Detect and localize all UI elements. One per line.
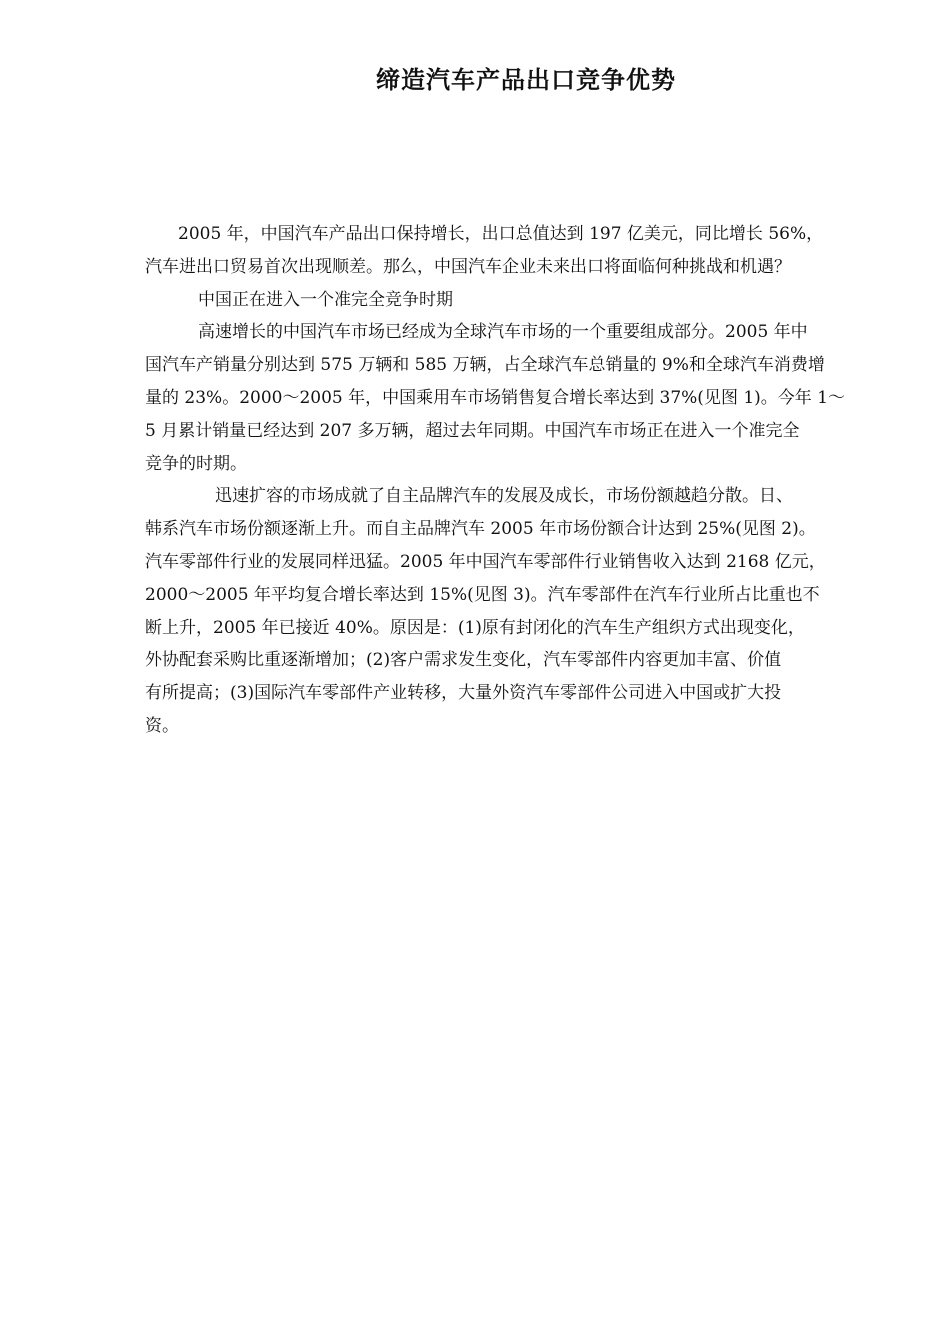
body-line-11: 汽车零部件行业的发展同样迅猛。2005 年中国汽车零部件行业销售收入达到 2168 亿元， <box>145 551 826 572</box>
body-line-5: 国汽车产销量分别达到 575 万辆和 585 万辆，占全球汽车总销量的 9%和全球汽车消费增 <box>145 355 825 376</box>
body-line-14: 外协配套采购比重逐渐增加；(2)客户需求发生变化，汽车零部件内容更加丰富、价值 <box>145 650 782 671</box>
body-line-12: 2000～2005 年平均复合增长率达到 15%(见图 3)。汽车零部件在汽车行业所占比重也不 <box>145 584 820 605</box>
body-line-2: 汽车进出口贸易首次出现顺差。那么，中国汽车企业未来出口将面临何种挑战和机遇？ <box>145 256 791 277</box>
body-line-13: 断上升，2005 年已接近 40%。原因是：(1)原有封闭化的汽车生产组织方式出现变化， <box>145 617 805 638</box>
document-body <box>145 218 875 743</box>
section-heading: 中国正在进入一个准完全竞争时期 <box>198 289 453 310</box>
body-line-16: 资。 <box>145 715 179 736</box>
body-line-4: 高速增长的中国汽车市场已经成为全球汽车市场的一个重要组成部分。2005 年中 <box>198 322 808 343</box>
body-line-8: 竞争的时期。 <box>145 453 247 474</box>
body-line-10: 韩系汽车市场份额逐渐上升。而自主品牌汽车 2005 年市场份额合计达到 25%(见图 2)。 <box>145 519 816 540</box>
body-line-6: 量的 23%。2000～2005 年，中国乘用车市场销售复合增长率达到 37%(见图 1)。今年 1～ <box>145 387 846 408</box>
body-line-7: 5 月累计销量已经达到 207 多万辆，超过去年同期。中国汽车市场正在进入一个准完全 <box>145 420 800 441</box>
body-line-1: 2005 年，中国汽车产品出口保持增长，出口总值达到 197 亿美元，同比增长 56%， <box>178 224 824 244</box>
body-line-15: 有所提高；(3)国际汽车零部件产业转移，大量外资汽车零部件公司进入中国或扩大投 <box>145 683 782 704</box>
document-title: 缔造汽车产品出口竞争优势 <box>376 65 676 94</box>
body-line-9: 迅速扩容的市场成就了自主品牌汽车的发展及成长，市场份额越趋分散。日、 <box>215 486 793 507</box>
